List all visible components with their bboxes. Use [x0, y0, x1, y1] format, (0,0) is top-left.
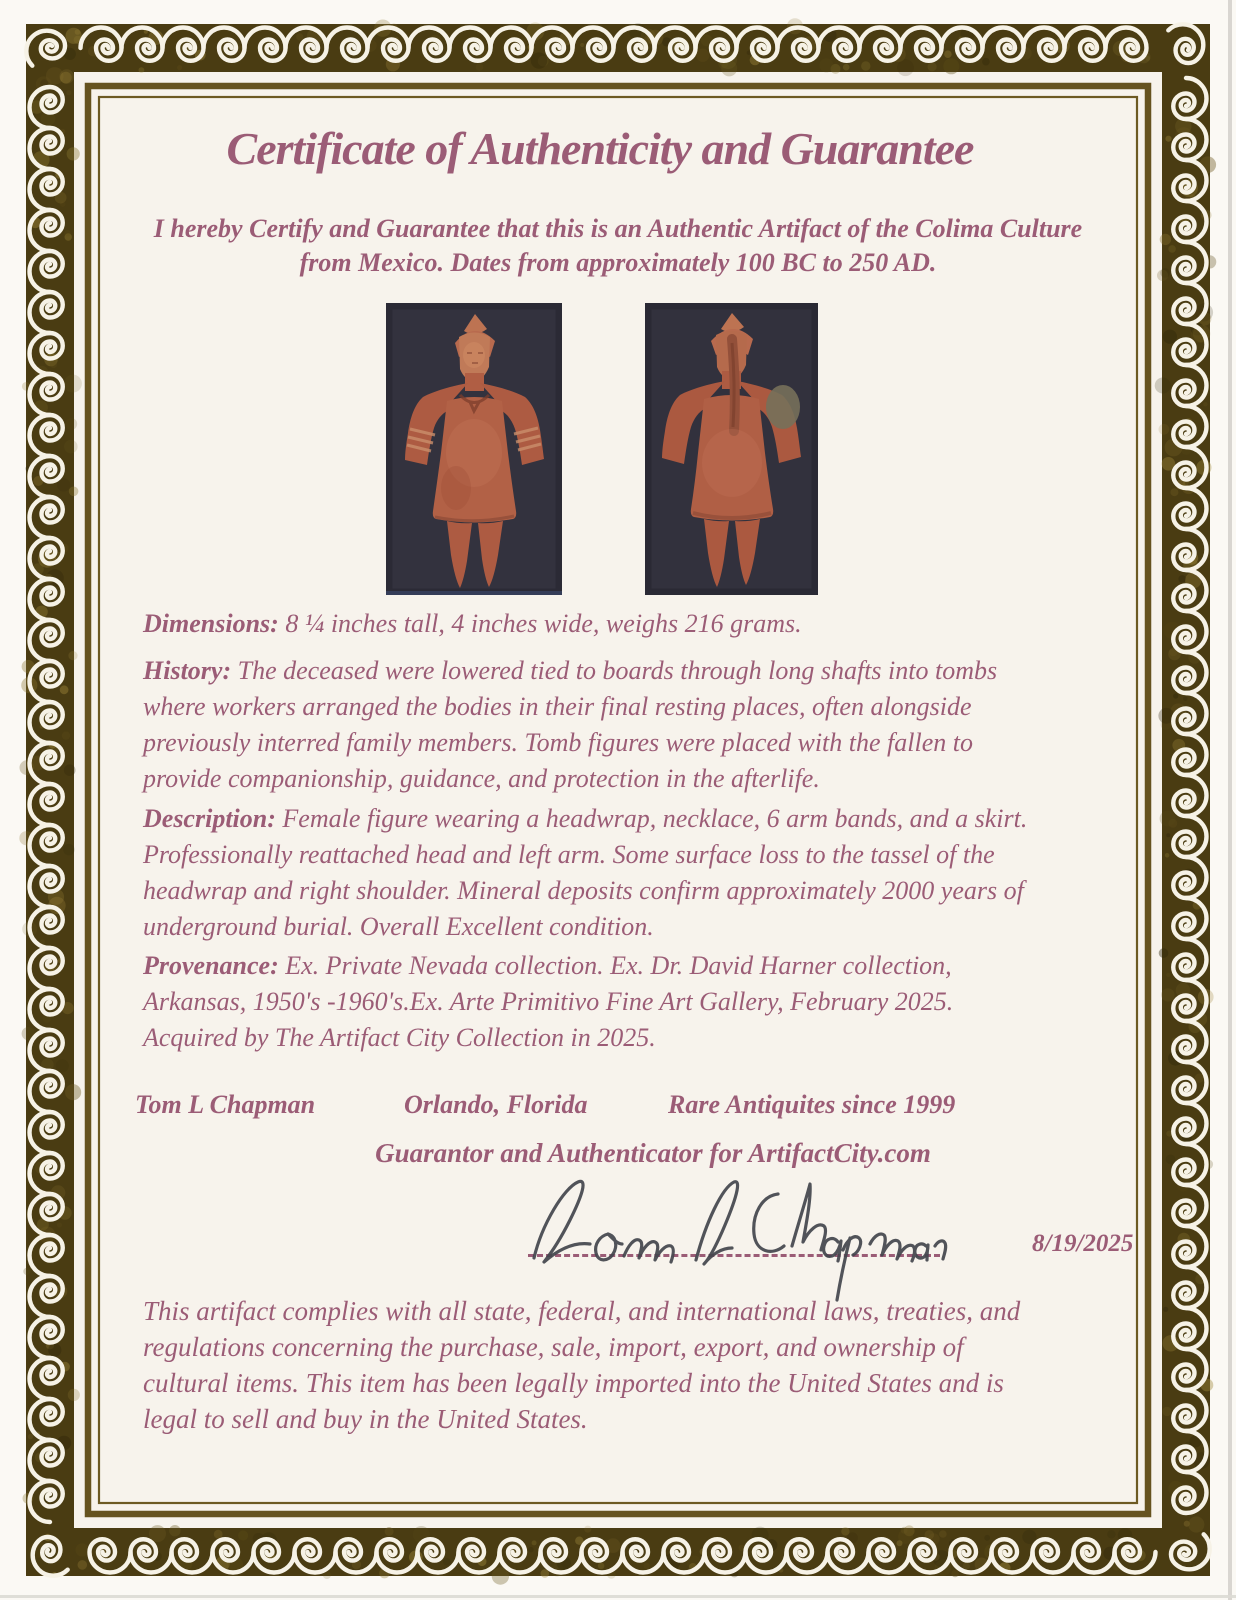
authenticator-name: Tom L Chapman — [135, 1090, 316, 1119]
legal-statement: This artifact complies with all state, federal, and international laws, treaties, and regulations concerning the purchase, sale, import, export, and ownership of cultural items. This item has been legally imported into the United States and is legal to sell and buy in the United States. — [143, 1296, 1021, 1434]
provenance-text: Ex. Private Nevada collection. Ex. Dr. David Harner collection, Arkansas, 1950's -1960's.Ex. Arte Primitivo Fine Art Gallery, February 2025. Acquired by The Artifact City Collection in 2025. — [143, 951, 954, 1052]
section-dimensions — [143, 606, 1043, 642]
section-provenance — [143, 948, 1043, 1056]
artifact-photo-front — [386, 303, 562, 595]
history-text: The deceased were lowered tied to boards through long shafts into tombs where workers arranged the bodies in their final resting places, often alongside previously interred family members. Tomb figures were placed with the fallen to provide companionship, guidance, and protection in the afterlife. — [143, 656, 998, 793]
authenticator-tagline: Rare Antiquites since 1999 — [668, 1090, 956, 1119]
signature-date: 8/19/2025 — [1032, 1230, 1134, 1257]
description-label: Description: — [143, 804, 276, 833]
guarantor-line: Guarantor and Authenticator for ArtifactCity.com — [375, 1138, 931, 1168]
artifact-photo-back — [645, 303, 818, 595]
certificate-title: Certificate of Authenticity and Guarantee — [226, 123, 974, 174]
description-text: Female figure wearing a headwrap, necklace, 6 arm bands, and a skirt. Professionally reattached head and left arm. Some surface loss to the tassel of the headwrap and right shoulder. Mineral deposits confirm approximately 2000 years of underground burial. Overall Excellent condition. — [143, 804, 1028, 941]
certification-statement: I hereby Certify and Guarantee that this is an Authentic Artifact of the Colima Culture from Mexico. Dates from approximately 100 BC to 250 AD. — [153, 214, 1083, 277]
provenance-label: Provenance: — [143, 951, 279, 980]
authenticator-location: Orlando, Florida — [404, 1090, 588, 1119]
handwritten-signature — [520, 1158, 950, 1308]
dimensions-text: 8 ¼ inches tall, 4 inches wide, weighs 216 grams. — [285, 609, 802, 638]
section-history — [143, 653, 1043, 797]
section-description — [143, 801, 1043, 945]
dimensions-label: Dimensions: — [143, 609, 279, 638]
history-label: History: — [143, 656, 232, 685]
